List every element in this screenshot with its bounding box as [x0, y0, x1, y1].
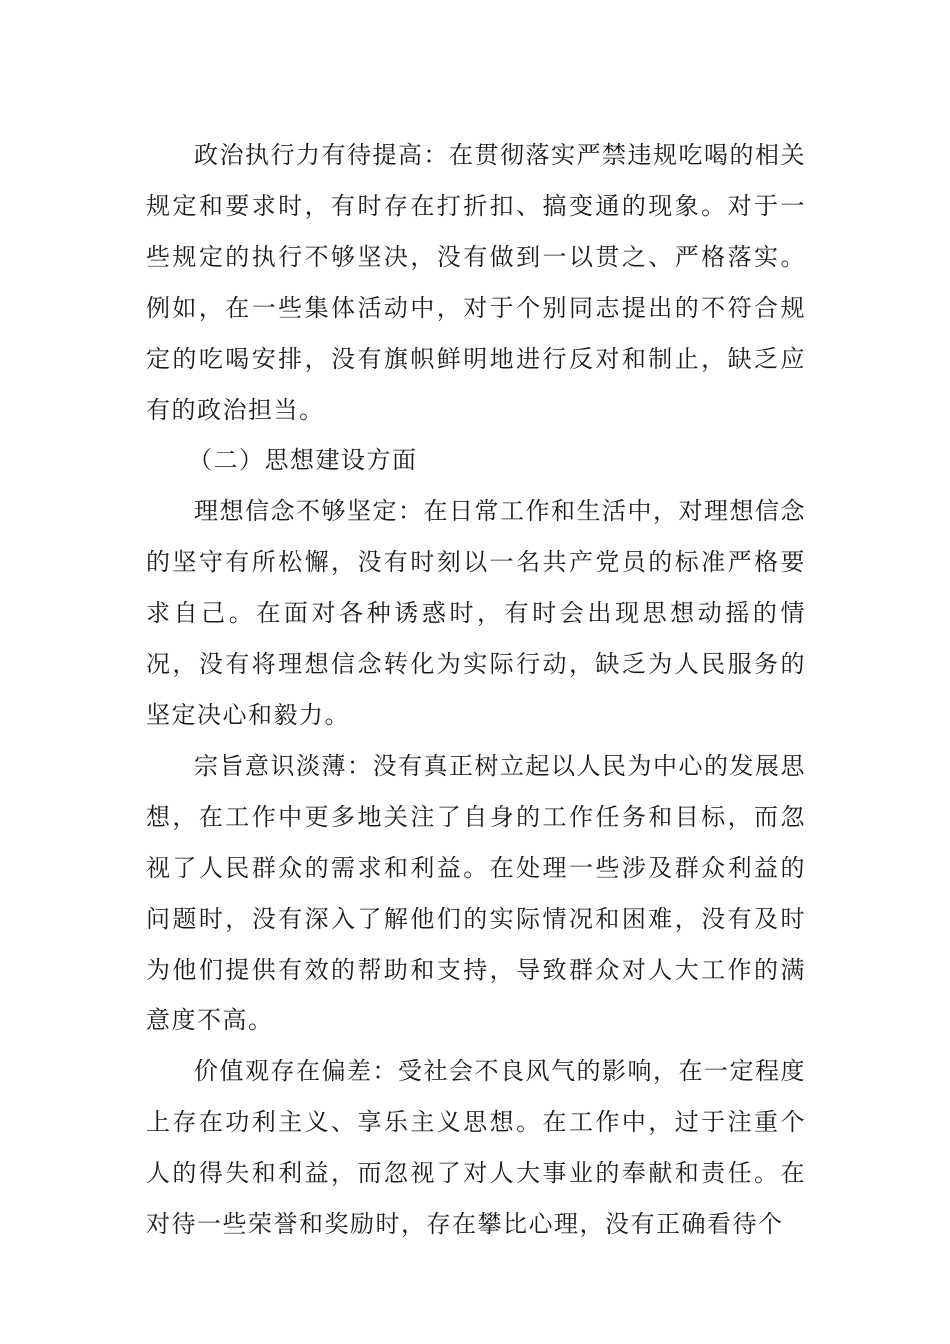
paragraph-values-deviation: 价值观存在偏差：受社会不良风气的影响，在一定程度上存在功利主义、享乐主义思想。在工作中，过于注重个人的得失和利益，而忽视了对人大事业的奉献和责任。在对待一些荣誉和奖励时，存在攀比心理，没有正确看待个 [146, 1057, 806, 1239]
paragraph-ideals-beliefs: 理想信念不够坚定：在日常工作和生活中，对理想信念的坚守有所松懈，没有时刻以一名共产党员的标准严格要求自己。在面对各种诱惑时，有时会出现思想动摇的情况，没有将理想信念转化为实际行动，缺乏为人民服务的坚定决心和毅力。 [146, 497, 806, 729]
paragraph-purpose-awareness: 宗旨意识淡薄：没有真正树立起以人民为中心的发展思想，在工作中更多地关注了自身的工作任务和目标，而忽视了人民群众的需求和利益。在处理一些涉及群众利益的问题时，没有深入了解他们的实际情况和困难，没有及时为他们提供有效的帮助和支持，导致群众对人大工作的满意度不高。 [146, 751, 806, 1035]
paragraph-political-execution: 政治执行力有待提高：在贯彻落实严禁违规吃喝的相关规定和要求时，有时存在打折扣、搞变通的现象。对于一些规定的执行不够坚决，没有做到一以贯之、严格落实。例如，在一些集体活动中，对于个别同志提出的不符合规定的吃喝安排，没有旗帜鲜明地进行反对和制止，缺乏应有的政治担当。 [146, 141, 806, 424]
document-body [146, 130, 806, 1250]
section-heading-ideological-construction: （二）思想建设方面 [188, 446, 418, 475]
